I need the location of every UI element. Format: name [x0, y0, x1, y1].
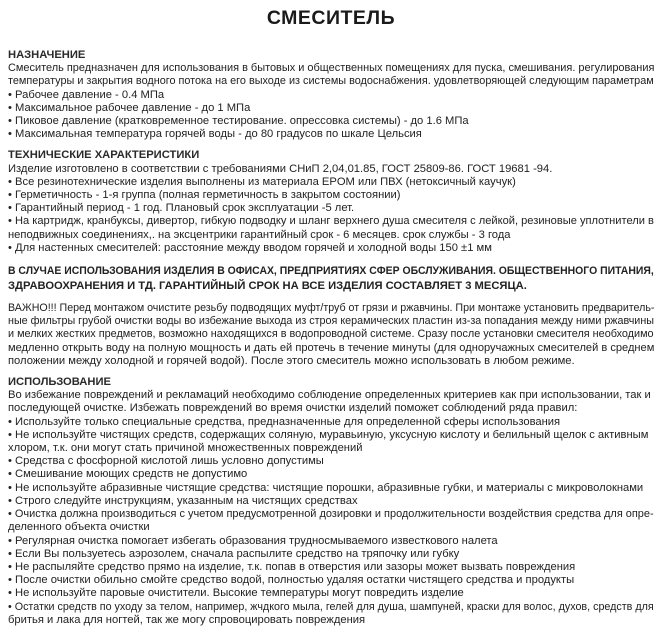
- usage-line: бритья и лака для ногтей, так же могу спровоцировать повреждения: [8, 613, 366, 626]
- purpose-line: • Максимальная температура горячей воды - до 80 градусов по шкале Цельсия: [8, 128, 422, 141]
- purpose-line: температуры и закрытия водного потока на его выходе из системы водоснабжения. удовлетворяющей следующим параметрам: [8, 75, 654, 88]
- purpose-line: • Рабочее давление - 0.4 МПа: [8, 88, 165, 101]
- important-section: [8, 302, 654, 368]
- page-title: СМЕСИТЕЛЬ: [266, 7, 396, 29]
- specs-line: • На картридж, кранбуксы, дивертор, гибкую подводку и шланг верхнего душа смесителя с лейкой, резиновые уплотнители в: [8, 215, 654, 228]
- purpose-section: [8, 49, 654, 141]
- usage-heading: ИСПОЛЬЗОВАНИЕ: [8, 376, 111, 389]
- usage-line: Во избежание повреждений и рекламаций необходимо соблюдение определенных критериев как при использовании, так и: [8, 389, 651, 402]
- usage-line: • Не используйте абразивные чистящие средства: чистящие порошки, абразивные губки, и материалы с микроволокнами: [8, 481, 644, 494]
- warranty-notice: [8, 264, 654, 293]
- important-line: и мелких жестких предметов, возможно находящихся в водопроводной системе. Сразу после установки смесителя необходимо: [8, 328, 654, 341]
- usage-line: • Средства с фосфорной кислотой лишь условно допустимы: [8, 455, 324, 468]
- usage-line: хлором, т.к. они могут стать причиной множественных повреждений: [8, 442, 363, 455]
- usage-section: [8, 376, 654, 627]
- usage-line: • Регулярная очистка помогает избегать образования трудносмываемого известкового налета: [8, 534, 498, 547]
- usage-line: • Если Вы пользуетесь аэрозолем, сначала распылите средство на тряпочку или губку: [8, 547, 460, 560]
- important-line: положении между холодной и горячей водой). После этого смеситель можно использовать в любом режиме.: [8, 354, 575, 367]
- specs-line: • Гарантийный период - 1 год. Плановый срок эксплуатации -5 лет.: [8, 202, 355, 215]
- usage-line: последующей очистке. Избежать повреждений во время очистки изделий поможет соблюдений ряда правил:: [8, 402, 578, 415]
- usage-line: деленного объекта очистки: [8, 521, 150, 534]
- usage-line: • Используйте только специальные средства, предназначенные для определенной сферы использования: [8, 415, 561, 428]
- usage-line: • Очистка должна производиться с учетом предусмотренной дозировки и продолжительности воздействия средства для опре-: [8, 508, 654, 521]
- usage-line: • После очистки обильно смойте средство водой, полностью удаляя остатки чистящего средства и продукты: [8, 574, 575, 587]
- usage-line: • Не используйте паровые очистители. Высокие температуры могут повредить изделие: [8, 587, 464, 600]
- usage-line: • Строго следуйте инструкциям, указанным на чистящих средствах: [8, 494, 358, 507]
- specs-line: • Герметичность - 1-я группа (полная герметичность в закрытом состоянии): [8, 189, 401, 202]
- specs-heading: ТЕХНИЧЕСКИЕ ХАРАКТЕРИСТИКИ: [8, 149, 200, 162]
- usage-line: • Не используйте чистящих средств, содержащих соляную, муравьиную, уксусную кислоту и белильный щелок с активным: [8, 428, 649, 441]
- purpose-heading: НАЗНАЧЕНИЕ: [8, 49, 86, 61]
- specs-line: • Все резинотехнические изделия выполнены из материала EPOM или ПВХ (нетоксичный каучук): [8, 175, 516, 188]
- specs-section: [8, 149, 654, 255]
- specs-line: • Для настенных смесителей: расстояние между вводом горячей и холодной воды 150 ±1 мм: [8, 241, 492, 254]
- usage-line: • Не распыляйте средство прямо на изделие, т.к. попав в отверстия или зазоры может вызвать повреждения: [8, 560, 576, 573]
- warranty-notice-line: В СЛУЧАЕ ИСПОЛЬЗОВАНИЯ ИЗДЕЛИЯ В ОФИСАХ, ПРЕДПРИЯТИЯХ СФЕР ОБСЛУЖИВАНИЯ. ОБЩЕСТВЕННОГО ПИТАНИЯ,: [8, 265, 654, 278]
- purpose-line: Смеситель предназначен для использования в бытовых и общественных помещениях для пуска, смешивания. регулирования: [8, 62, 655, 75]
- purpose-line: • Максимальное рабочее давление - до 1 МПа: [8, 101, 251, 114]
- important-line: медленно открыть воду на полную мощность и дать ей протечь в течение минуты (для одноручажных смесителей в среднем: [8, 341, 655, 354]
- important-line: ные фильтры грубой очистки воды во избежание выхода из строя керамических пластин из-за попадания между ними ржавчины: [8, 315, 654, 328]
- warranty-notice-line: ЗДРАВООХРАНЕНИЯ И ТД. ГАРАНТИЙНЫЙ СРОК НА ВСЕ ИЗДЕЛИЯ СОСТАВЛЯЕТ 3 МЕСЯЦА.: [8, 279, 527, 292]
- usage-line: • Смешивание моющих средств не допустимо: [8, 468, 248, 481]
- specs-line: Изделие изготовлено в соответствии с требованиями СНиП 2,04,01.85, ГОСТ 25809-86. ГОСТ 19681 -94.: [8, 162, 553, 175]
- purpose-line: • Пиковое давление (кратковременное тестирование. опрессовка системы) - до 1.6 МПа: [8, 115, 469, 128]
- specs-line: неподвижных соединениях,. на эксцентрики гарантийный срок - 6 месяцев. срок службы - 3 года: [8, 228, 511, 241]
- usage-line: • Остатки средств по уходу за телом, например, жчдкого мыла, гелей для душа, шампуней, краски для волос, духов, средств для: [8, 600, 654, 613]
- important-line: ВАЖНО!!! Перед монтажом очистите резьбу подводящих муфт/труб от грязи и ржавчины. При монтаже установить предваритель-: [8, 302, 655, 315]
